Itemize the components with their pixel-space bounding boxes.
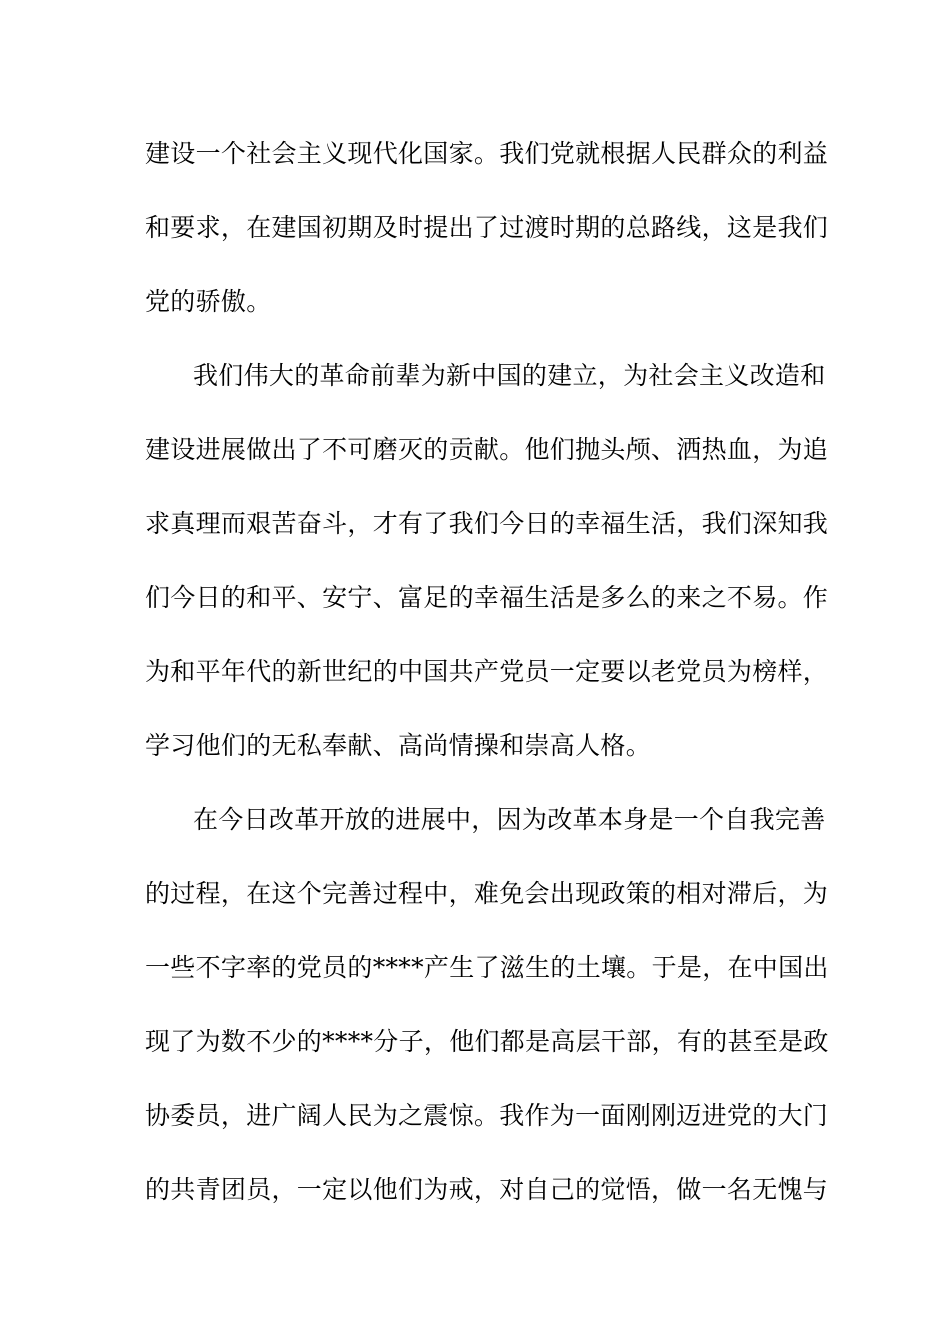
document-body	[145, 131, 829, 1241]
text-line-6: 求真理而艰苦奋斗，才有了我们今日的幸福生活，我们深知我	[145, 509, 829, 538]
text-line-2: 和要求，在建国初期及时提出了过渡时期的总路线，这是我们	[145, 213, 829, 242]
text-line-1: 建设一个社会主义现代化国家。我们党就根据人民群众的利益	[145, 139, 829, 168]
text-line-12: 一些不字率的党员的****产生了滋生的土壤。于是，在中国出	[145, 953, 829, 982]
text-line-11: 的过程，在这个完善过程中，难免会出现政策的相对滞后，为	[145, 879, 829, 908]
text-line-7: 们今日的和平、安宁、富足的幸福生活是多么的来之不易。作	[145, 583, 829, 612]
text-line-13: 现了为数不少的****分子，他们都是高层干部，有的甚至是政	[145, 1027, 829, 1056]
text-line-3: 党的骄傲。	[145, 287, 272, 316]
text-line-8: 为和平年代的新世纪的中国共产党员一定要以老党员为榜样，	[145, 657, 829, 686]
text-line-9: 学习他们的无私奉献、高尚情操和崇高人格。	[145, 731, 652, 760]
text-line-15: 的共青团员，一定以他们为戒，对自己的觉悟，做一名无愧与	[145, 1175, 829, 1204]
text-line-10: 在今日改革开放的进展中，因为改革本身是一个自我完善	[193, 805, 826, 834]
text-line-5: 建设进展做出了不可磨灭的贡献。他们抛头颅、洒热血，为追	[145, 435, 829, 464]
text-line-4: 我们伟大的革命前辈为新中国的建立，为社会主义改造和	[193, 361, 826, 390]
text-line-14: 协委员，进广阔人民为之震惊。我作为一面刚刚迈进党的大门	[145, 1101, 829, 1130]
